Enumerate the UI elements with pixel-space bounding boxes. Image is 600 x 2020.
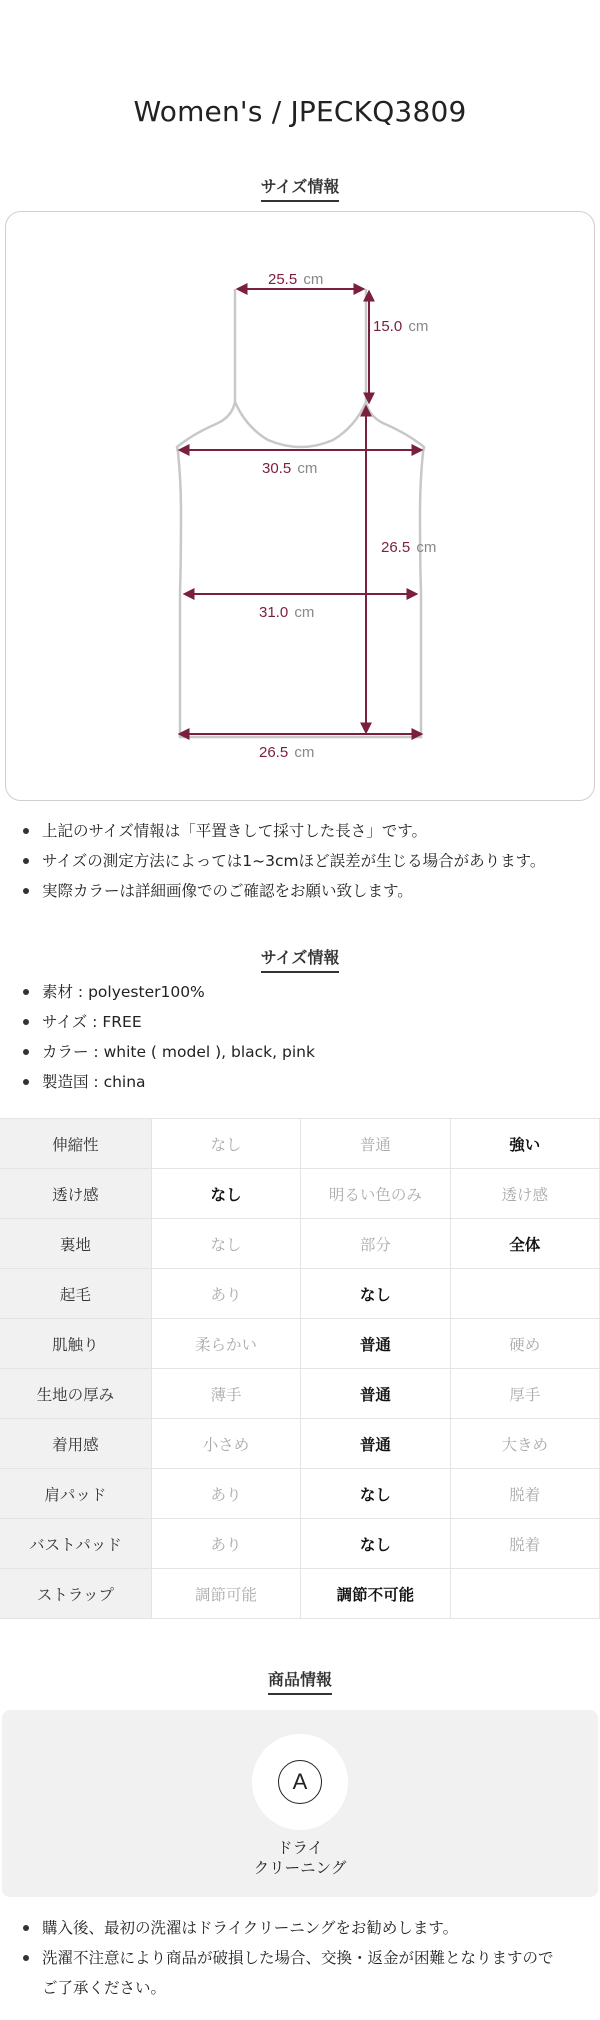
detail-list	[18, 977, 588, 1097]
svg-text:15.0 cm	[373, 318, 428, 335]
attribute-option	[450, 1569, 599, 1619]
size-diagram	[5, 211, 595, 801]
list-item: 素材 : polyester100%	[18, 977, 588, 1007]
table-row	[0, 1169, 600, 1219]
attribute-option: 部分	[301, 1219, 450, 1269]
dry-clean-icon: A	[278, 1760, 322, 1804]
table-row	[0, 1469, 600, 1519]
chest-width-value: 30.5	[262, 460, 292, 477]
attribute-label: 裏地	[0, 1219, 151, 1269]
attribute-option: 普通	[301, 1119, 450, 1169]
product-notes-list	[18, 1913, 588, 2003]
svg-text:26.5 cm	[381, 539, 436, 556]
table-row	[0, 1369, 600, 1419]
attribute-label: 起毛	[0, 1269, 151, 1319]
camisole-size-diagram	[6, 212, 596, 802]
care-symbol-badge	[252, 1734, 348, 1830]
attribute-option: 明るい色のみ	[301, 1169, 450, 1219]
attribute-option-selected: なし	[301, 1269, 450, 1319]
attribute-option-selected: 普通	[301, 1319, 450, 1369]
waist-width-unit: cm	[294, 604, 315, 621]
attribute-option: なし	[151, 1219, 300, 1269]
svg-text:30.5 cm	[262, 460, 317, 477]
attribute-option: あり	[151, 1469, 300, 1519]
attribute-label: 伸縮性	[0, 1119, 151, 1169]
attribute-option: 透け感	[450, 1169, 599, 1219]
attribute-option: 小さめ	[151, 1419, 300, 1469]
list-item: 購入後、最初の洗濯はドライクリーニングをお勧めします。	[18, 1913, 588, 1943]
attribute-label: 肩パッド	[0, 1469, 151, 1519]
care-instructions-panel	[2, 1710, 598, 1897]
attribute-option: 硬め	[450, 1319, 599, 1369]
attribute-option-selected: なし	[301, 1469, 450, 1519]
attribute-option: あり	[151, 1519, 300, 1569]
attribute-label: 肌触り	[0, 1319, 151, 1369]
list-item: サイズ : FREE	[18, 1007, 588, 1037]
attribute-option: 大きめ	[450, 1419, 599, 1469]
attribute-option-selected: なし	[151, 1169, 300, 1219]
attribute-option: なし	[151, 1119, 300, 1169]
attribute-option-selected: 普通	[301, 1369, 450, 1419]
attribute-option: 厚手	[450, 1369, 599, 1419]
strap-length-value: 15.0	[373, 318, 403, 335]
chest-width-unit: cm	[297, 460, 318, 477]
top-width-value: 25.5	[268, 271, 298, 288]
attribute-option: 柔らかい	[151, 1319, 300, 1369]
table-row	[0, 1569, 600, 1619]
attribute-option-selected: 全体	[450, 1219, 599, 1269]
attribute-option-selected: 普通	[301, 1419, 450, 1469]
list-item: 製造国 : china	[18, 1067, 588, 1097]
attribute-label: 着用感	[0, 1419, 151, 1469]
page-title: Women's / JPECKQ3809	[133, 95, 467, 128]
attribute-label: 生地の厚み	[0, 1369, 151, 1419]
attribute-option	[450, 1269, 599, 1319]
attribute-option-selected: なし	[301, 1519, 450, 1569]
list-item: カラー : white ( model ), black, pink	[18, 1037, 588, 1067]
table-row	[0, 1269, 600, 1319]
table-row	[0, 1519, 600, 1569]
table-row	[0, 1419, 600, 1469]
attribute-option: 薄手	[151, 1369, 300, 1419]
table-row	[0, 1219, 600, 1269]
attribute-label: ストラップ	[0, 1569, 151, 1619]
svg-text:31.0 cm	[259, 604, 314, 621]
hem-width-unit: cm	[294, 744, 315, 761]
body-length-value: 26.5	[381, 539, 411, 556]
size-notes-list	[18, 816, 588, 906]
svg-text:25.5 cm	[268, 271, 323, 288]
list-item: 上記のサイズ情報は「平置きして採寸した長さ」です。	[18, 816, 588, 846]
strap-length-unit: cm	[408, 318, 429, 335]
attribute-label: バストパッド	[0, 1519, 151, 1569]
attribute-option: 脱着	[450, 1469, 599, 1519]
top-width-unit: cm	[303, 271, 324, 288]
attribute-option: 調節可能	[151, 1569, 300, 1619]
size-info-heading: サイズ情報	[0, 174, 600, 202]
table-row	[0, 1119, 600, 1169]
attribute-option: あり	[151, 1269, 300, 1319]
attribute-option-selected: 調節不可能	[301, 1569, 450, 1619]
attribute-option: 脱着	[450, 1519, 599, 1569]
fabric-attribute-table	[0, 1118, 600, 1619]
care-label: ドライ クリーニング	[253, 1839, 347, 1877]
attribute-label: 透け感	[0, 1169, 151, 1219]
attribute-option-selected: 強い	[450, 1119, 599, 1169]
body-length-unit: cm	[416, 539, 437, 556]
list-item: 実際カラーは詳細画像でのご確認をお願い致します。	[18, 876, 588, 906]
list-item: ご了承ください。	[42, 1979, 167, 1997]
neckline	[235, 402, 366, 447]
list-item: サイズの測定方法によっては1~3cmほど誤差が生じる場合があります。	[18, 846, 588, 876]
garment-outline	[177, 289, 424, 737]
detail-info-heading: サイズ情報	[0, 945, 600, 973]
list-item: 洗濯不注意により商品が破損した場合、交換・返金が困難となりますので	[18, 1943, 588, 1973]
product-info-heading: 商品情報	[0, 1667, 600, 1695]
svg-text:26.5 cm	[259, 744, 314, 761]
hem-width-value: 26.5	[259, 744, 289, 761]
table-row	[0, 1319, 600, 1369]
waist-width-value: 31.0	[259, 604, 289, 621]
